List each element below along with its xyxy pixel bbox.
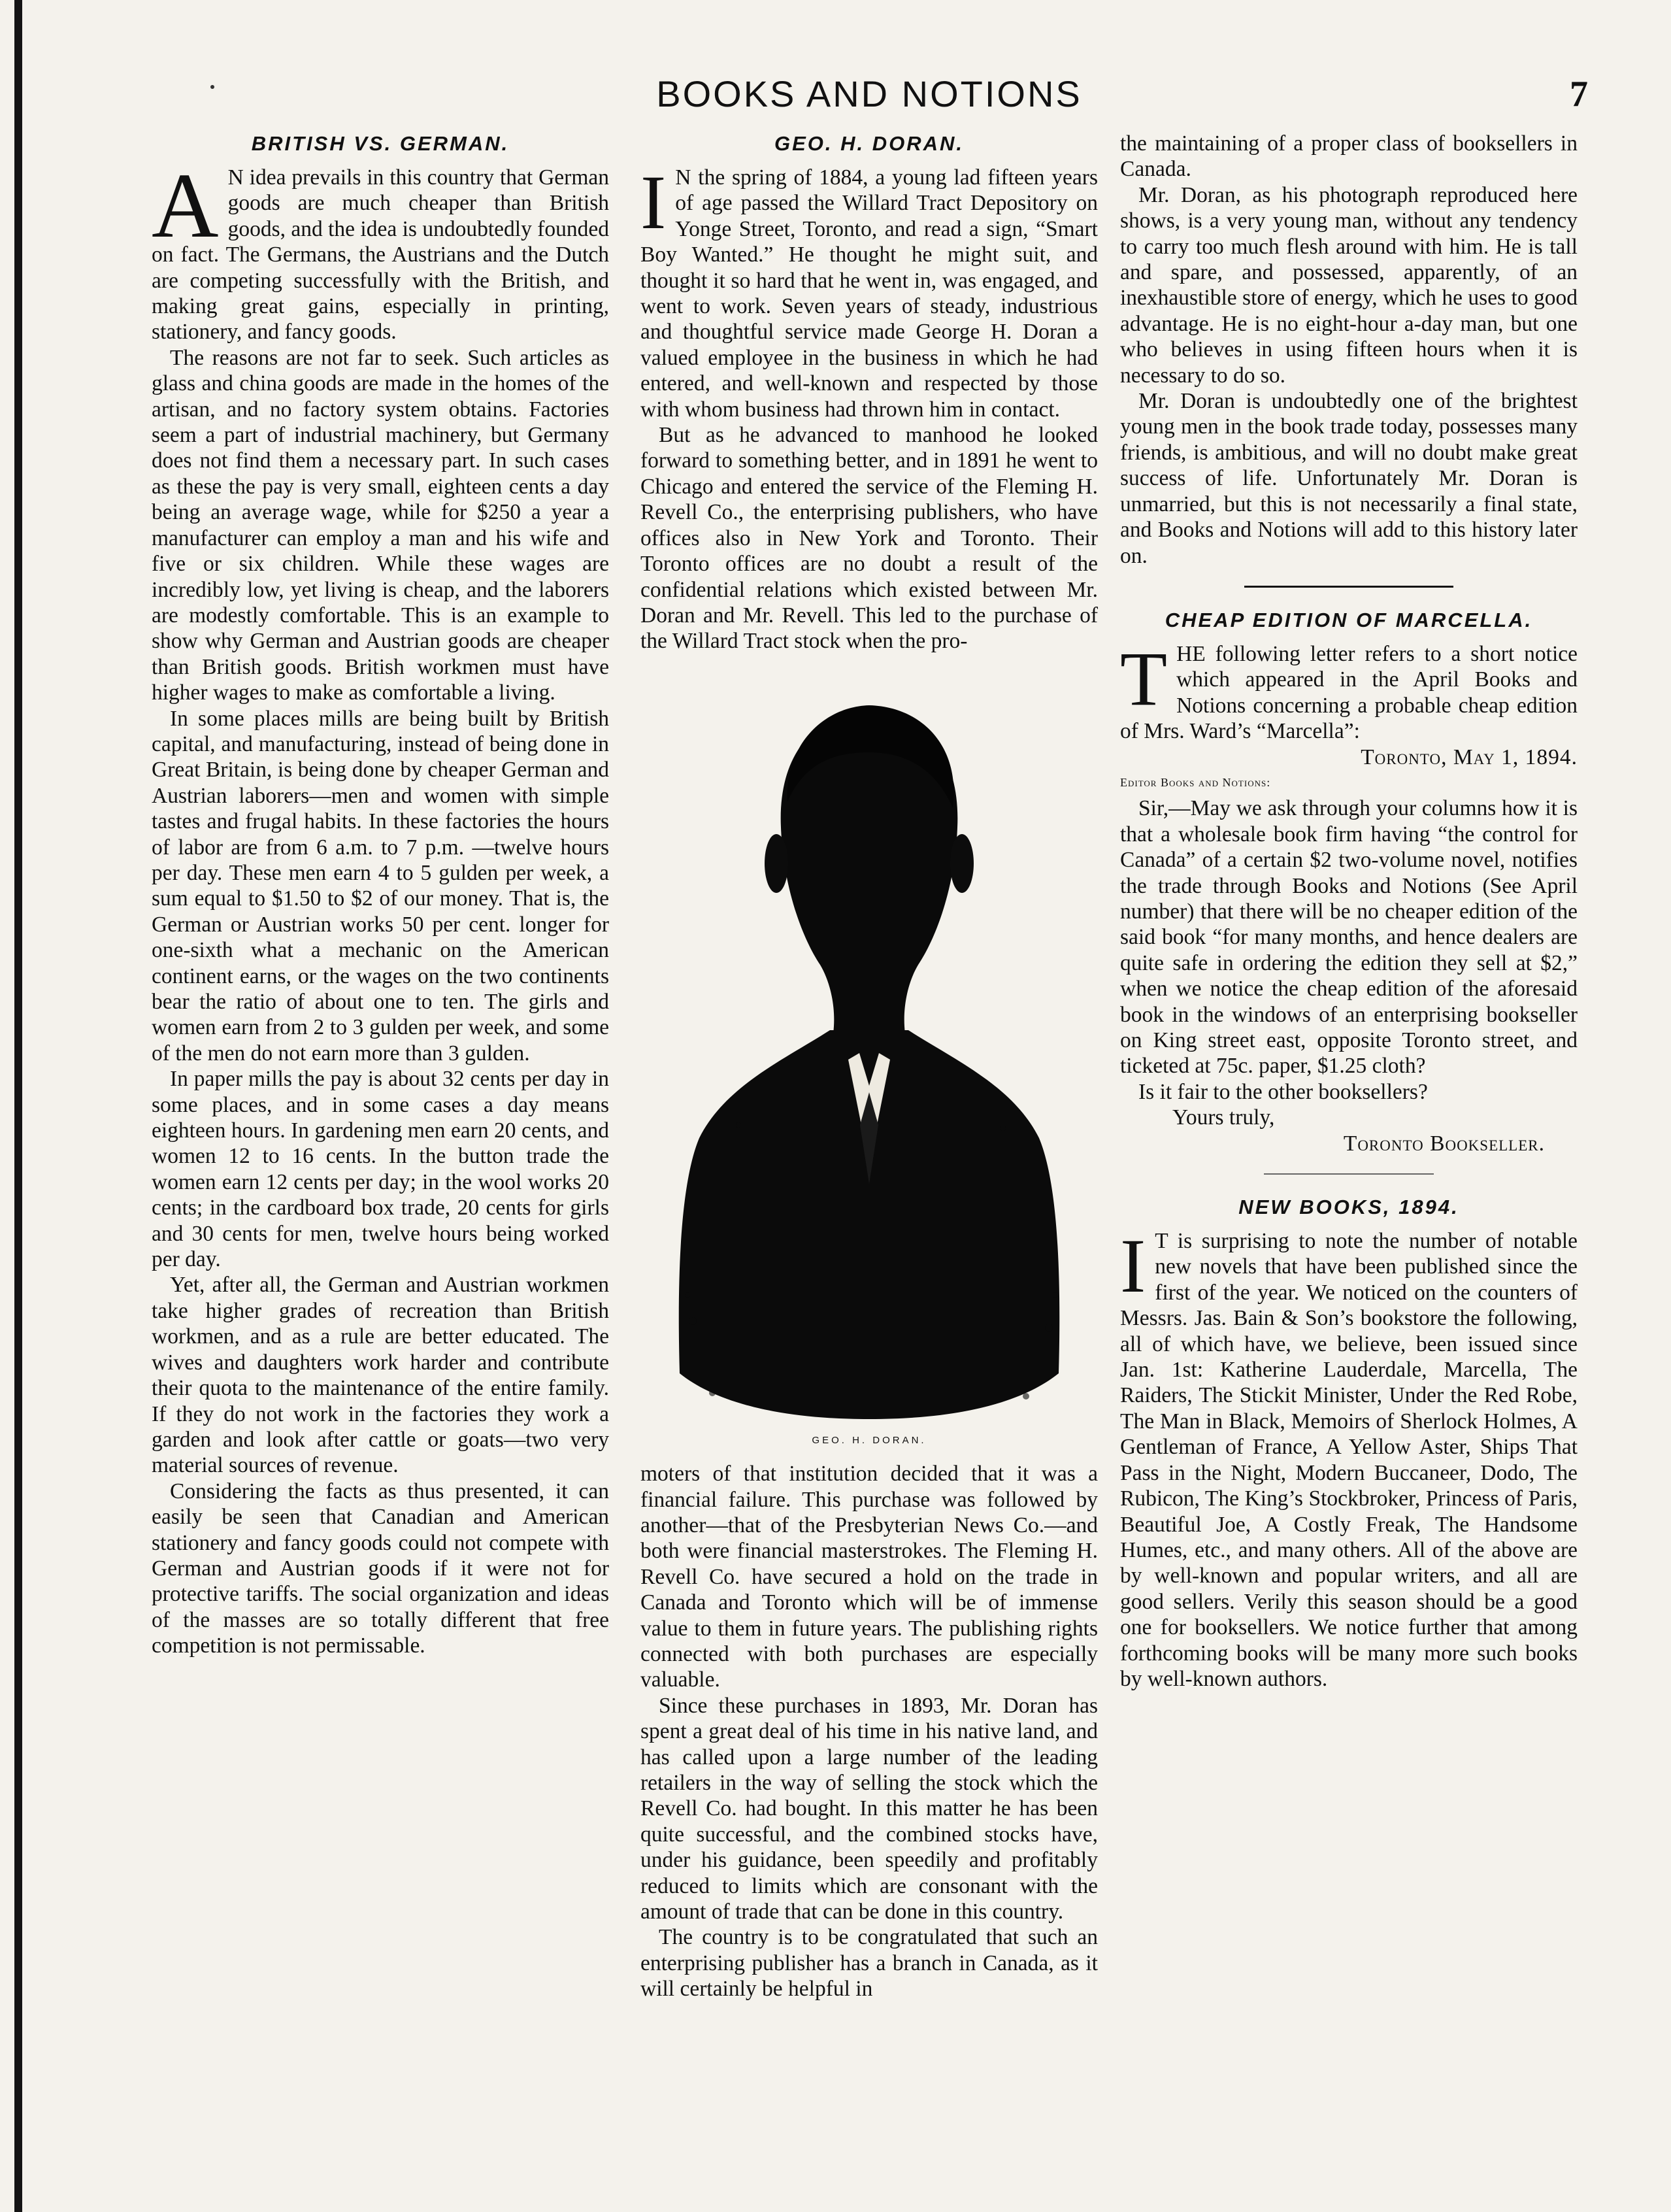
portrait-caption: GEO. H. DORAN.: [812, 1434, 927, 1446]
article-heading-doran: GEO. H. DORAN.: [774, 132, 964, 155]
drop-cap: T: [1120, 635, 1168, 722]
column-2: [640, 131, 1098, 2002]
article-paragraph: I T is surprising to note the number of notable new novels that have been published since the first of the year. We noticed on the counters of Messrs. Jas. Bain & Son’s bookstore the following, all of which have, we believe, been issued since Jan. 1st: Katherine Lauderdale, Marcella, The Raiders, The Stickit Minister, Under the Red Robe, The Man in Black, Memoirs of Sherlock Holmes, A Gentleman of France, A Yellow Aster, Ships That Pass in the Night, Modern Buccaneer, Dodo, The Rubicon, The King’s Stockbroker, Princess of Paris, Beautiful Joe, A Costly Freak, The Handsome Humes, etc., and many others. All of the above are by well-known and popular writers, and all are good sellers. Verily this season should be a good one for booksellers. We notice further that among forthcoming books will be many more such books by well-known authors.: [1120, 1223, 1578, 1691]
letter-closing: Yours truly,: [1172, 1105, 1275, 1130]
drop-cap: A: [152, 154, 219, 257]
letter-dateline: Toronto, May 1, 1894.: [1361, 745, 1578, 769]
letter-signature: Toronto Bookseller.: [1343, 1131, 1545, 1156]
article-paragraph: In paper mills the pay is about 32 cents per day in some places, and in some cases a day means eighteen hours. In gardening men earn 20 cents, and women 12 to 16 cents. In the button trade the women earn 12 cents per day; in the wool works 20 cents; in the cardboard box trade, 20 cents for girls and 30 cents for men, twelve hours being worked per day.: [152, 1067, 609, 1272]
letter-salutation: Editor Books and Notions:: [1120, 775, 1271, 789]
letter-body: Sir,—May we ask through your columns how it is that a wholesale book firm having “the control for Canada” of a certain $2 two-volume novel, notifies the trade through Books and Notions (See April number) that there will be no cheaper edition of the said book “for many months, and hence dealers are quite safe in ordering the edition they sell at $2,” when we notice the cheap edition of the aforesaid book in the windows of an enterprising bookseller on King street east, opposite Toronto street, and ticketed at 75c. paper, $1.25 cloth?: [1120, 796, 1578, 1079]
article-paragraph: Mr. Doran, as his photograph reproduced here shows, is a very young man, without any tendency to carry too much flesh around with him. He is tall and spare, and possessed, apparently, of an inexhaustible store of energy, which he uses to good advantage. He is no eight-hour a-day man, but one who believes in using fifteen hours when it is necessary to do so.: [1120, 182, 1578, 388]
page-number: 7: [1570, 74, 1588, 114]
article-paragraph: I N the spring of 1884, a young lad fifteen years of age passed the Willard Tract Depository on Yonge Street, Toronto, and read a sign, “Smart Boy Wanted.” He thought he might suit, and thought it so hard that he went in, was engaged, and went to work. Seven years of steady, industrious and thoughtful service made George H. Doran a valued employee in the business in which he had entered, and well-known and respected by those with whom business had thrown him in contact.: [640, 159, 1098, 422]
article-paragraph: the maintaining of a proper class of booksellers in Canada.: [1120, 131, 1578, 182]
article-heading-british-vs-german: BRITISH VS. GERMAN.: [251, 132, 510, 155]
column-1: [152, 131, 609, 1659]
section-divider: [1264, 1173, 1434, 1175]
running-title: BOOKS AND NOTIONS: [656, 73, 1082, 114]
drop-cap: I: [1120, 1223, 1146, 1309]
article-paragraph: The reasons are not far to seek. Such articles as glass and china goods are made in the homes of the artisan, and no factory system obtains. Factories seem a part of industrial machinery, but Germany does not find them a necessary part. In such cases as these the pay is very small, eighteen cents a day being an average wage, while for $250 a year a manufacturer can employ a man and his wife and five or six children. While these wages are incredibly low, yet living is cheap, and the laborers are modestly comfortable. This is an example to show why German and Austrian goods are cheaper than British goods. British workmen must have higher wages to make as comfortable a living.: [152, 345, 609, 705]
article-paragraph: moters of that institution decided that it was a financial failure. This purchase was followed by another—that of the Presbyterian News Co.—and both were financial masterstrokes. The Fleming H. Revell Co. have secured a hold on the trade in Canada and Toronto which will be of immense value to them in future years. The publishing rights connected with both purchases are especially valuable.: [640, 1462, 1098, 1692]
article-paragraph: Since these purchases in 1893, Mr. Doran has spent a great deal of his time in his native land, and has called upon a large number of the leading retailers in the way of selling the stock which the Revell Co. had bought. In this matter he has been quite successful, and the combined stocks have, under his guidance, been speedily and profitably reduced to limits which are consonant with the amount of trade that can be done in this country.: [640, 1693, 1098, 1924]
article-paragraph: But as he advanced to manhood he looked forward to something better, and in 1891 he went to Chicago and entered the service of the Fleming H. Revell Co., the enterprising publishers, who have offices also in New York and Toronto. Their Toronto offices are no doubt a result of the confidential relations which existed between Mr. Doran and Mr. Revell. This led to the purchase of the Willard Tract stock when the pro-: [640, 423, 1098, 654]
article-paragraph: Mr. Doran is undoubtedly one of the brightest young men in the book trade today, possesses many friends, is ambitious, and will no doubt make great success of life. Unfortunately Mr. Doran is unmarried, but this is not necessarily a final state, and Books and Notions will add to this history later on.: [1120, 389, 1578, 568]
article-paragraph: A N idea prevails in this country that German goods are much cheaper than British goods, and the idea is undoubtedly founded on fact. The Germans, the Austrians and the Dutch are competing successfully with the British, and making great gains, especially in printing, stationery, and fancy goods.: [152, 154, 609, 344]
column-3: [1120, 131, 1578, 1692]
running-header: [150, 68, 1588, 120]
article-paragraph: Yet, after all, the German and Austrian workmen take higher grades of recreation than British workmen, and as a rule are better educated. The wives and daughters work harder and contribute their quota to the maintenance of the entire family. If they do not work in the factories they work a garden and look after cattle or goats—two very material sources of revenue.: [152, 1273, 609, 1478]
drop-cap: I: [640, 159, 667, 245]
article-paragraph: THE following letter refers to a short notice which appeared in the April Books and Notions concerning a probable cheap edition of Mrs. Ward’s “Marcella”:: [1120, 635, 1578, 744]
article-paragraph: In some places mills are being built by British capital, and manufacturing, instead of being done in Great Britain, is being done by cheaper German and Austrian laborers—men and women with simple tastes and frugal habits. In these factories the hours of labor are from 6 a.m. to 7 p.m. —twelve hours per day. These men earn 4 to 5 gulden per week, a sum equal to $1.50 to $2 of our money. That is, the German or Austrian works 50 per cent. longer for one-sixth what a mechanic on the American continent earns, or the wages on the two continents bear the ratio of about one to ten. The girls and women earn from 2 to 3 gulden per week, and some of the men do not earn more than 3 gulden.: [152, 706, 609, 1065]
article-paragraph: Considering the facts as thus presented, it can easily be seen that Canadian and American stationery and fancy goods could not compete with German and Austrian goods if it were not for protective tariffs. The social organization and ideas of the masses are so totally different that free competition is not permissable.: [152, 1479, 609, 1658]
binding-edge: [14, 0, 22, 2212]
section-divider: [1244, 586, 1453, 588]
letter-question: Is it fair to the other booksellers?: [1138, 1079, 1428, 1104]
portrait-silhouette: [673, 667, 1065, 1422]
article-heading-marcella: CHEAP EDITION OF MARCELLA.: [1165, 608, 1533, 631]
article-paragraph: The country is to be congratulated that such an enterprising publisher has a branch in Canada, as it will certainly be helpful in: [640, 1925, 1098, 2002]
portrait-photograph: [673, 667, 1065, 1422]
article-heading-new-books: NEW BOOKS, 1894.: [1238, 1196, 1459, 1219]
